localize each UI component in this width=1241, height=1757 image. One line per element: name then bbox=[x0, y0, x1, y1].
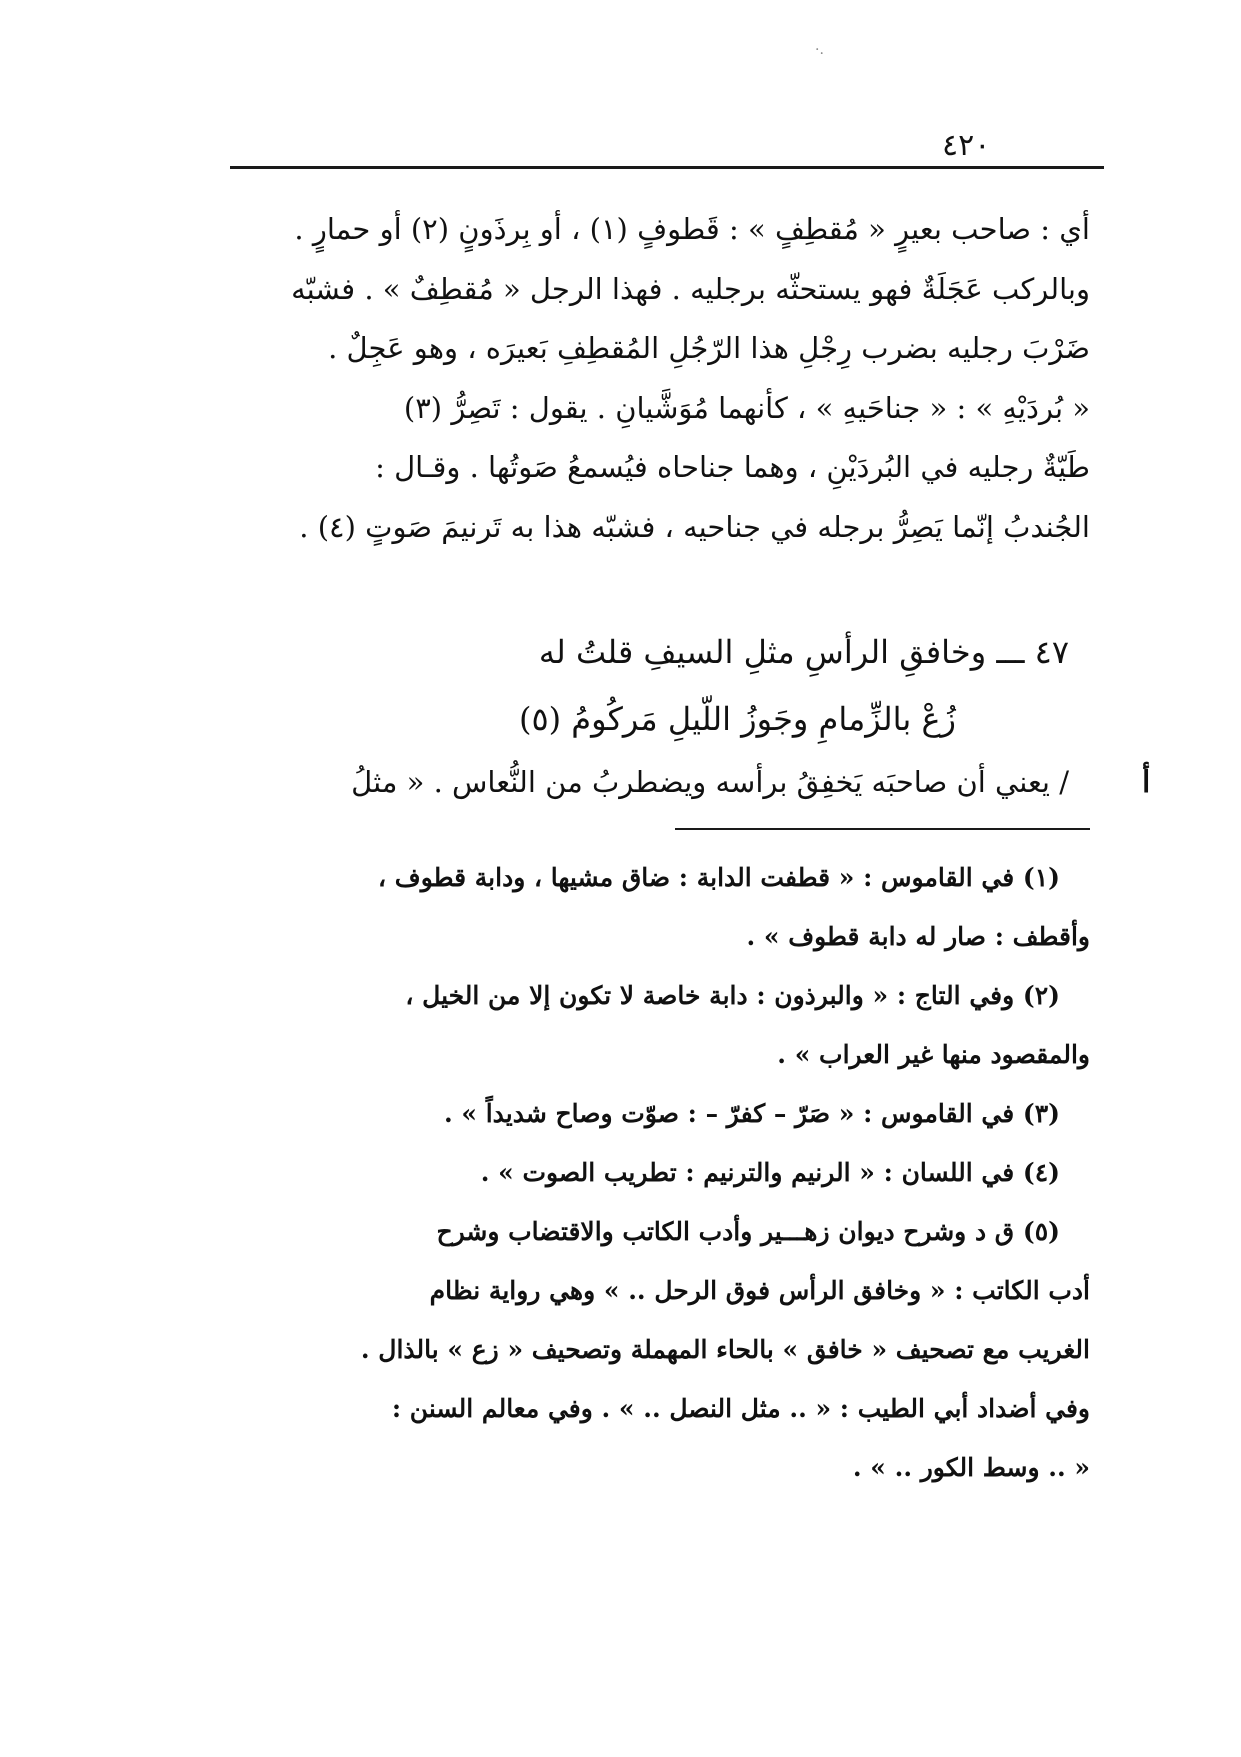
text-line: وبالركب عَجَلَةٌ فهو يستحثّه برجليه . فهذا الرجل « مُقطِفٌ » . فشبّه bbox=[291, 271, 1090, 306]
footnote-line: (٢) وفي التاج : « والبرذون : دابة خاصة لا تكون إلا من الخيل ، bbox=[405, 981, 1060, 1010]
page-number: ٤٢٠ bbox=[942, 128, 991, 163]
header-rule bbox=[230, 166, 1104, 169]
text-line: أي : صاحب بعيرٍ « مُقطِفٍ » : قَطوفٍ (١) ، أو بِرذَونٍ (٢) أو حمارٍ . bbox=[294, 212, 1090, 246]
footnote-line: وفي أضداد أبي الطيب : « .. مثل النصل .. » . وفي معالم السنن : bbox=[391, 1394, 1090, 1423]
footnote-line: « .. وسط الكور .. » . bbox=[852, 1453, 1090, 1482]
footnote-separator bbox=[675, 828, 1090, 830]
footnote-line: (٤) في اللسان : « الرنيم والترنيم : تطريب الصوت » . bbox=[480, 1158, 1060, 1187]
text-line: طَيّةٌ رجليه في البُردَيْنِ ، وهما جناحاه فيُسمعُ صَوتُها . وقـال : bbox=[375, 450, 1090, 484]
commentary-line: / يعني أن صاحبَه يَخفِقُ برأسه ويضطربُ من النُّعاس . « مثلُ bbox=[351, 765, 1069, 799]
verse-second-hemistich: زُعْ بالزِّمامِ وجَوزُ اللّيلِ مَركُومُ (٥) bbox=[518, 700, 956, 738]
footnote-line: وأقطف : صار له دابة قطوف » . bbox=[746, 922, 1090, 951]
footnote-line: والمقصود منها غير العراب » . bbox=[777, 1040, 1090, 1069]
footnote-line: (٥) ق د وشرح ديوان زهـــير وأدب الكاتب والاقتضاب وشرح bbox=[436, 1217, 1060, 1246]
stray-mark: ·. bbox=[815, 42, 824, 58]
footnote-line: (١) في القاموس : « قطفت الدابة : ضاق مشيها ، ودابة قطوف ، bbox=[378, 863, 1060, 892]
margin-folio-mark: أ bbox=[1142, 765, 1151, 800]
text-line: ضَرْبَ رجليه بضرب رِجْلِ هذا الرّجُلِ المُقطِفِ بَعيرَه ، وهو عَجِلٌ . bbox=[328, 331, 1090, 365]
footnote-line: أدب الكاتب : « وخافق الرأس فوق الرحل .. » وهي رواية نظام bbox=[429, 1276, 1090, 1305]
footnote-line: (٣) في القاموس : « صَرّ – كفرّ – : صوّت وصاح شديداً » . bbox=[443, 1099, 1060, 1128]
main-text bbox=[240, 200, 1090, 557]
footnotes bbox=[222, 848, 1090, 1497]
footnote-line: الغريب مع تصحيف « خافق » بالحاء المهملة وتصحيف « زع » بالذال . bbox=[360, 1335, 1090, 1364]
text-line: « بُردَيْهِ » : « جناحَيهِ » ، كأنهما مُوَشَّيانِ . يقول : تَصِرُّ (٣) bbox=[403, 390, 1090, 425]
text-line: الجُندبُ إنّما يَصِرُّ برجله في جناحيه ، فشبّه هذا به تَرنيمَ صَوتٍ (٤) . bbox=[299, 509, 1090, 544]
verse-first-hemistich: ٤٧ ـــ وخافقِ الرأسِ مثلِ السيفِ قلتُ له bbox=[538, 633, 1069, 671]
